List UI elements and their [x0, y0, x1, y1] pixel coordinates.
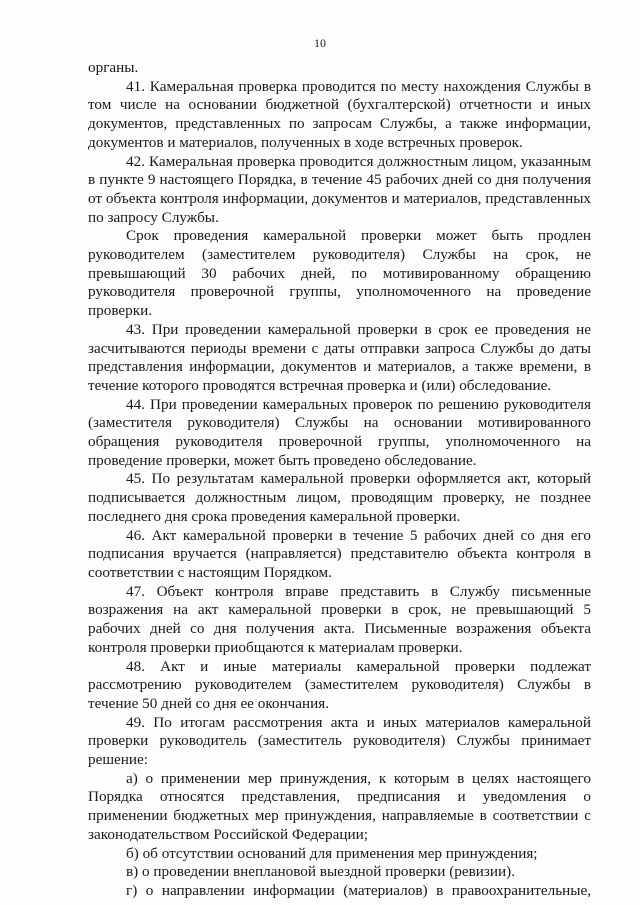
list-item-v: в) о проведении внеплановой выездной проверки (ревизии).: [126, 863, 516, 881]
document-body: [88, 59, 591, 901]
paragraph-44: 44. При проведении камеральных проверок по решению руководителя (заместителя руководителя) Службы на основании мотивированного обращения руководителя проверочной группы, уполномоченного на проведение проверки, может быть проведено обследование.: [88, 395, 591, 469]
paragraph-47: 47. Объект контроля вправе представить в Службу письменные возражения на акт камеральной проверки в срок, не превышающий 5 рабочих дней со дня получения акта. Письменные возражения объекта контроля проверки приобщаются к материалам проверки.: [88, 582, 591, 656]
paragraph-41: 41. Камеральная проверка проводится по месту нахождения Службы в том числе на основании бюджетной (бухгалтерской) отчетности и иных документов, представленных по запросам Службы, а также информации, документов и материалов, полученных в ходе встречных проверок.: [88, 77, 591, 151]
paragraph-49: 49. По итогам рассмотрения акта и иных материалов камеральной проверки руководитель (заместитель руководителя) Службы принимает решение:: [88, 713, 591, 769]
paragraph-43: 43. При проведении камеральной проверки в срок ее проведения не засчитываются периоды времени с даты отправки запроса Службы до даты представления информации, документов и материалов, а также времени, в течение которого проводятся встречная проверка и (или) обследование.: [88, 320, 591, 394]
list-item-a: а) о применении мер принуждения, к которым в целях настоящего Порядка относятся представления, предписания и уведомления о применении бюджетных мер принуждения, направляемые в соответствии с законодательством Российской Федерации;: [88, 769, 591, 843]
paragraph-45: 45. По результатам камеральной проверки оформляется акт, который подписывается должностным лицом, проводящим проверку, не позднее последнего дня срока проведения камеральной проверки.: [88, 470, 591, 525]
page-number: 10: [314, 36, 326, 50]
paragraph-46: 46. Акт камеральной проверки в течение 5 рабочих дней со дня его подписания вручается (направляется) представителю объекта контроля в соответствии с настоящим Порядком.: [88, 526, 591, 581]
list-item-g: г) о направлении информации (материалов) в правоохранительные,: [126, 881, 591, 899]
paragraph-42-extension: Срок проведения камеральной проверки может быть продлен руководителем (заместителем руководителя) Службы на срок, не превышающий 30 рабочих дней, по мотивированному обращению руководителя проверочной группы, уполномоченного на проведение проверки.: [88, 227, 591, 320]
paragraph-continuation: органы.: [88, 59, 139, 76]
paragraph-48: 48. Акт и иные материалы камеральной проверки подлежат рассмотрению руководителем (заместителем руководителя) Службы в течение 50 дней со дня ее окончания.: [88, 657, 591, 712]
list-item-b: б) об отсутствии оснований для применения мер принуждения;: [126, 844, 538, 862]
paragraph-42: 42. Камеральная проверка проводится должностным лицом, указанным в пункте 9 настоящего Порядка, в течение 45 рабочих дней со дня получения от объекта контроля информации, документов и материалов, представленных по запросу Службы.: [88, 152, 591, 226]
